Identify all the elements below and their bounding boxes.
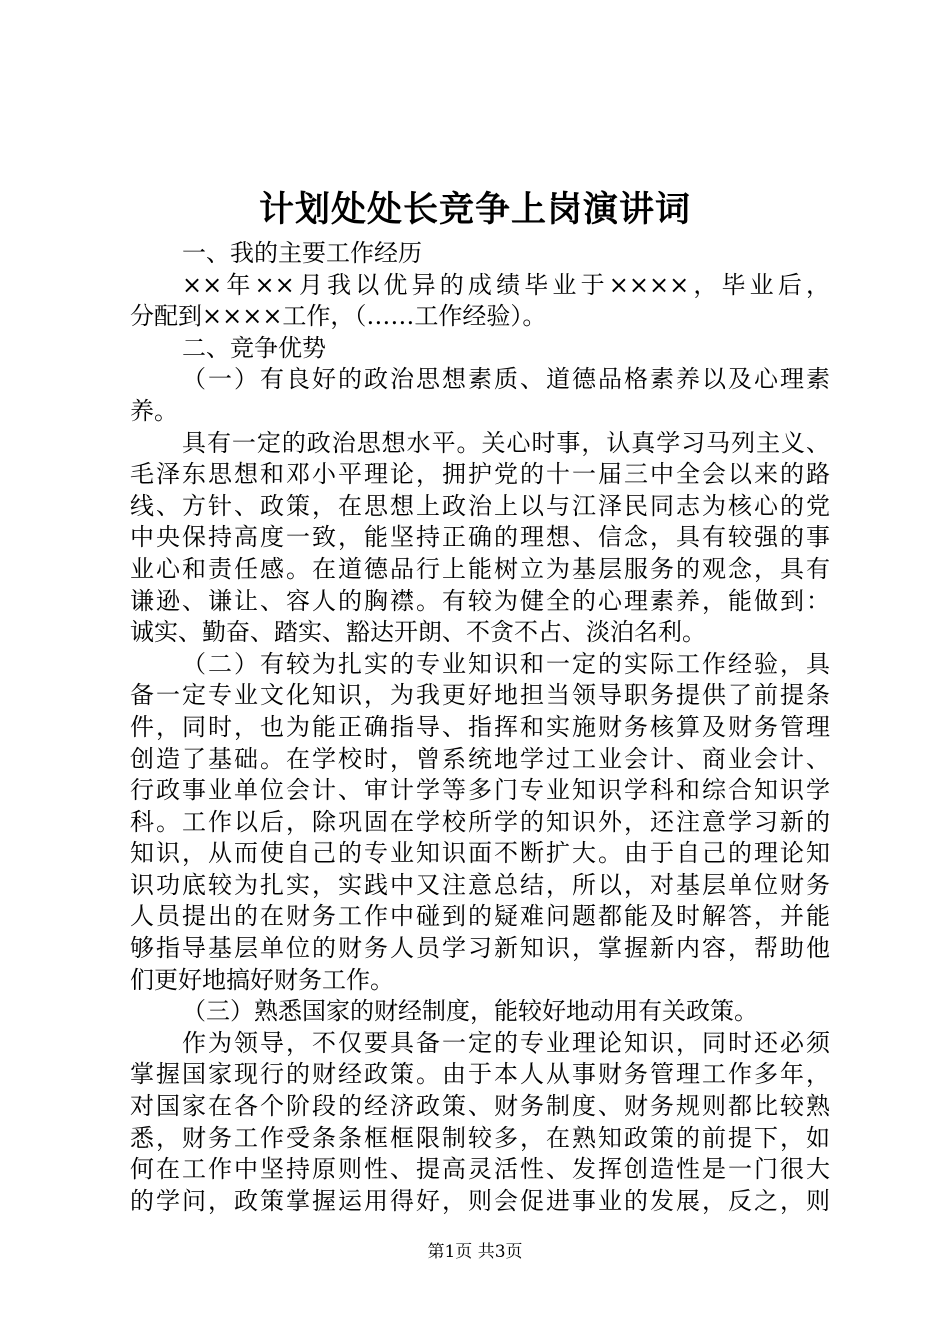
text-line: 科。工作以后，除巩固在学校所学的知识外，还注意学习新的 <box>130 807 830 836</box>
text-line: 谦逊、谦让、容人的胸襟。有较为健全的心理素养，能做到： <box>130 586 830 615</box>
text-line: 诚实、勤奋、踏实、豁达开朗、不贪不占、淡泊名利。 <box>130 618 706 647</box>
text-line: 分配到××××工作，（……工作经验）。 <box>130 302 547 331</box>
text-line: 具有一定的政治思想水平。关心时事，认真学习马列主义、 <box>182 428 830 457</box>
text-line: 毛泽东思想和邓小平理论，拥护党的十一届三中全会以来的路 <box>130 460 830 489</box>
text-line: 一、我的主要工作经历 <box>182 239 422 267</box>
text-line: 行政事业单位会计、审计学等多门专业知识学科和综合知识学 <box>130 776 830 805</box>
text-line: （一）有良好的政治思想素质、道德品格素养以及心理素 <box>182 365 830 394</box>
text-line: ××年××月我以优异的成绩毕业于××××，毕业后， <box>182 270 830 299</box>
text-line: 创造了基础。在学校时，曾系统地学过工业会计、商业会计、 <box>130 744 830 773</box>
text-line: 们更好地搞好财务工作。 <box>130 965 394 994</box>
text-line: 的学问，政策掌握运用得好，则会促进事业的发展，反之，则 <box>130 1186 830 1215</box>
text-line: 备一定专业文化知识，为我更好地担当领导职务提供了前提条 <box>130 681 830 710</box>
text-line: 养。 <box>130 396 178 425</box>
text-line: 何在工作中坚持原则性、提高灵活性、发挥创造性是一门很大 <box>130 1155 830 1184</box>
text-line: 悉，财务工作受条条框框限制较多，在熟知政策的前提下，如 <box>130 1123 830 1152</box>
text-line: （二）有较为扎实的专业知识和一定的实际工作经验，具 <box>182 649 830 678</box>
text-line: 中央保持高度一致，能坚持正确的理想、信念，具有较强的事 <box>130 523 830 552</box>
document-body <box>130 238 830 1217</box>
text-line: （三）熟悉国家的财经制度，能较好地动用有关政策。 <box>182 997 758 1026</box>
text-line: 线、方针、政策，在思想上政治上以与江泽民同志为核心的党 <box>130 491 830 520</box>
text-line: 识功底较为扎实，实践中又注意总结，所以，对基层单位财务 <box>130 870 830 899</box>
document-title: 计划处处长竞争上岗演讲词 <box>258 189 691 230</box>
text-line: 作为领导，不仅要具备一定的专业理论知识，同时还必须 <box>182 1028 830 1057</box>
text-line: 件，同时，也为能正确指导、指挥和实施财务核算及财务管理 <box>130 712 830 741</box>
text-line: 知识，从而使自己的专业知识面不断扩大。由于自己的理论知 <box>130 839 830 868</box>
text-line: 够指导基层单位的财务人员学习新知识，掌握新内容，帮助他 <box>130 934 830 963</box>
text-line: 人员提出的在财务工作中碰到的疑难问题都能及时解答，并能 <box>130 902 830 931</box>
text-line: 业心和责任感。在道德品行上能树立为基层服务的观念，具有 <box>130 554 830 583</box>
text-line: 二、竞争优势 <box>182 333 326 362</box>
page-footer: 第1页 共3页 <box>427 1242 523 1262</box>
text-line: 对国家在各个阶段的经济政策、财务制度、财务规则都比较熟 <box>130 1092 830 1121</box>
text-line: 掌握国家现行的财经政策。由于本人从事财务管理工作多年， <box>130 1060 830 1089</box>
